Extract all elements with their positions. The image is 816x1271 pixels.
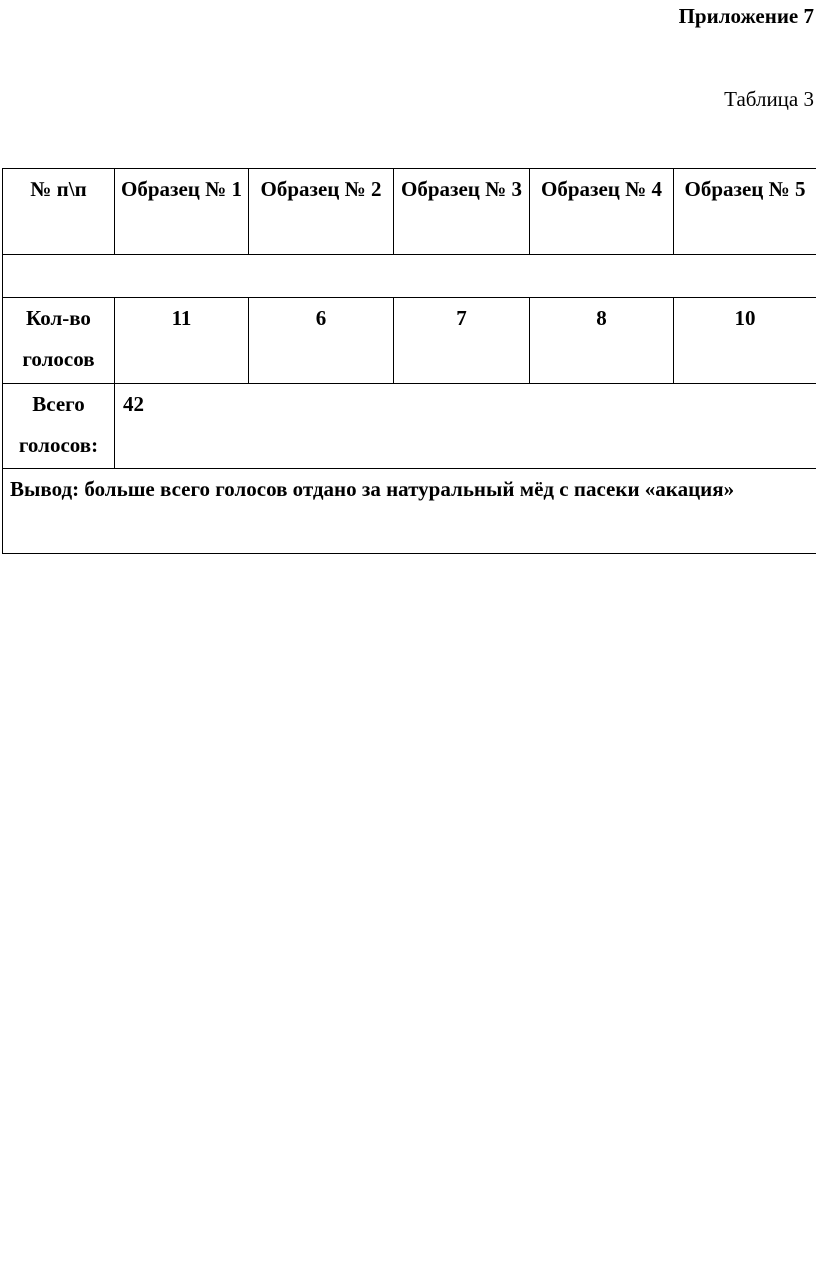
votes-count-label: Кол-во голосов — [3, 298, 115, 384]
votes-count-row — [3, 298, 816, 384]
header-sample-3: Образец № 3 — [394, 169, 530, 255]
votes-sample-1: 11 — [115, 298, 249, 384]
empty-cell — [3, 255, 816, 298]
votes-sample-4: 8 — [530, 298, 674, 384]
header-sample-4: Образец № 4 — [530, 169, 674, 255]
empty-row — [3, 255, 816, 298]
total-votes-label: Всего голосов: — [3, 384, 115, 469]
table-header-row — [3, 169, 816, 255]
total-votes-value: 42 — [115, 384, 816, 469]
total-votes-row — [3, 384, 816, 469]
conclusion-text: Вывод: больше всего голосов отдано за натуральный мёд с пасеки «акация» — [3, 469, 816, 554]
header-sample-5: Образец № 5 — [674, 169, 816, 255]
table-caption: Таблица 3 — [724, 87, 814, 111]
votes-sample-5: 10 — [674, 298, 816, 384]
votes-sample-2: 6 — [249, 298, 394, 384]
header-sample-1: Образец № 1 — [115, 169, 249, 255]
appendix-label: Приложение 7 — [678, 4, 814, 28]
header-sample-2: Образец № 2 — [249, 169, 394, 255]
votes-table — [2, 168, 816, 554]
votes-sample-3: 7 — [394, 298, 530, 384]
conclusion-row — [3, 469, 816, 554]
header-number-cell: № п\п — [3, 169, 115, 255]
